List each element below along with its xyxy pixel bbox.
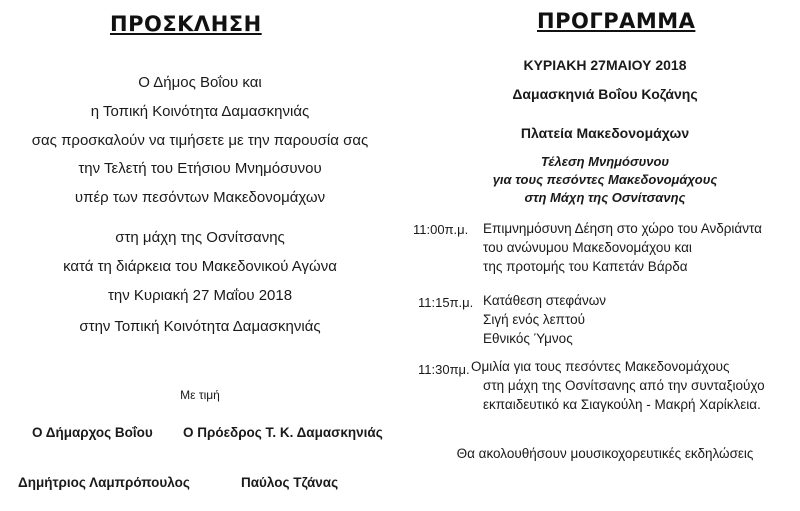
schedule-line: Σιγή ενός λεπτού — [483, 312, 586, 327]
invitation-line: υπέρ των πεσόντων Μακεδονομάχων — [74, 189, 326, 206]
closing-text: Με τιμή — [180, 388, 220, 402]
ceremony-line: στη Μάχη της Οσνίτσανης — [524, 190, 686, 205]
mayor-title: Ο Δήμαρχος Βοΐου — [32, 425, 153, 440]
schedule-time: 11:00π.μ. — [413, 222, 469, 237]
invitation-line: την Κυριακή 27 Μαΐου 2018 — [107, 287, 293, 304]
program-venue: Πλατεία Μακεδονομάχων — [520, 125, 690, 141]
invitation-line: την Τελετή του Ετήσιου Μνημόσυνου — [78, 160, 322, 177]
invitation-line: στη μάχη της Οσνίτσανης — [115, 229, 285, 246]
ceremony-line: Τέλεση Μνημόσυνου — [540, 154, 670, 169]
program-title: ΠΡΟΓΡΑΜΜΑ — [537, 9, 696, 33]
schedule-line: στη μάχη της Οσνίτσανης από την συνταξιούχο — [483, 378, 765, 393]
schedule-line: του ανώνυμου Μακεδονομάχου και — [483, 240, 692, 255]
mayor-name: Δημήτριος Λαμπρόπουλος — [18, 475, 190, 490]
schedule-line: Εθνικός Ύμνος — [483, 331, 573, 346]
invitation-line: σας προσκαλούν να τιμήσετε με την παρουσία σας — [31, 132, 369, 149]
invitation-line: Ο Δήμος Βοΐου και — [138, 74, 262, 91]
schedule-time: 11:15π.μ. — [418, 295, 474, 310]
invitation-title: ΠΡΟΣΚΛΗΣΗ — [110, 12, 262, 36]
schedule-line: Κατάθεση στεφάνων — [483, 293, 606, 308]
program-date: ΚΥΡΙΑΚΗ 27ΜΑΙΟΥ 2018 — [523, 57, 687, 73]
invitation-line: στην Τοπική Κοινότητα Δαμασκηνιάς — [79, 318, 321, 335]
invitation-line: κατά τη διάρκεια του Μακεδονικού Αγώνα — [63, 258, 337, 275]
schedule-line: Ομιλία για τους πεσόντες Μακεδονομάχους — [471, 359, 730, 374]
schedule-line: εκπαιδευτικό κα Σιαγκούλη - Μακρή Χαρίκλεια. — [483, 397, 761, 412]
schedule-time: 11:30πμ. — [418, 362, 470, 377]
ceremony-line: για τους πεσόντες Μακεδονομάχους — [492, 172, 718, 187]
president-title: Ο Πρόεδρος Τ. Κ. Δαμασκηνιάς — [183, 425, 383, 440]
schedule-line: της προτομής του Καπετάν Βάρδα — [483, 259, 688, 274]
program-location: Δαμασκηνιά Βοΐου Κοζάνης — [512, 86, 698, 102]
schedule-line: Επιμνημόσυνη Δέηση στο χώρο του Ανδριάντα — [483, 221, 762, 236]
invitation-line: η Τοπική Κοινότητα Δαμασκηνιάς — [90, 103, 310, 120]
program-footer: Θα ακολουθήσουν μουσικοχορευτικές εκδηλώσεις — [456, 446, 754, 461]
president-name: Παύλος Τζάνας — [241, 475, 339, 490]
